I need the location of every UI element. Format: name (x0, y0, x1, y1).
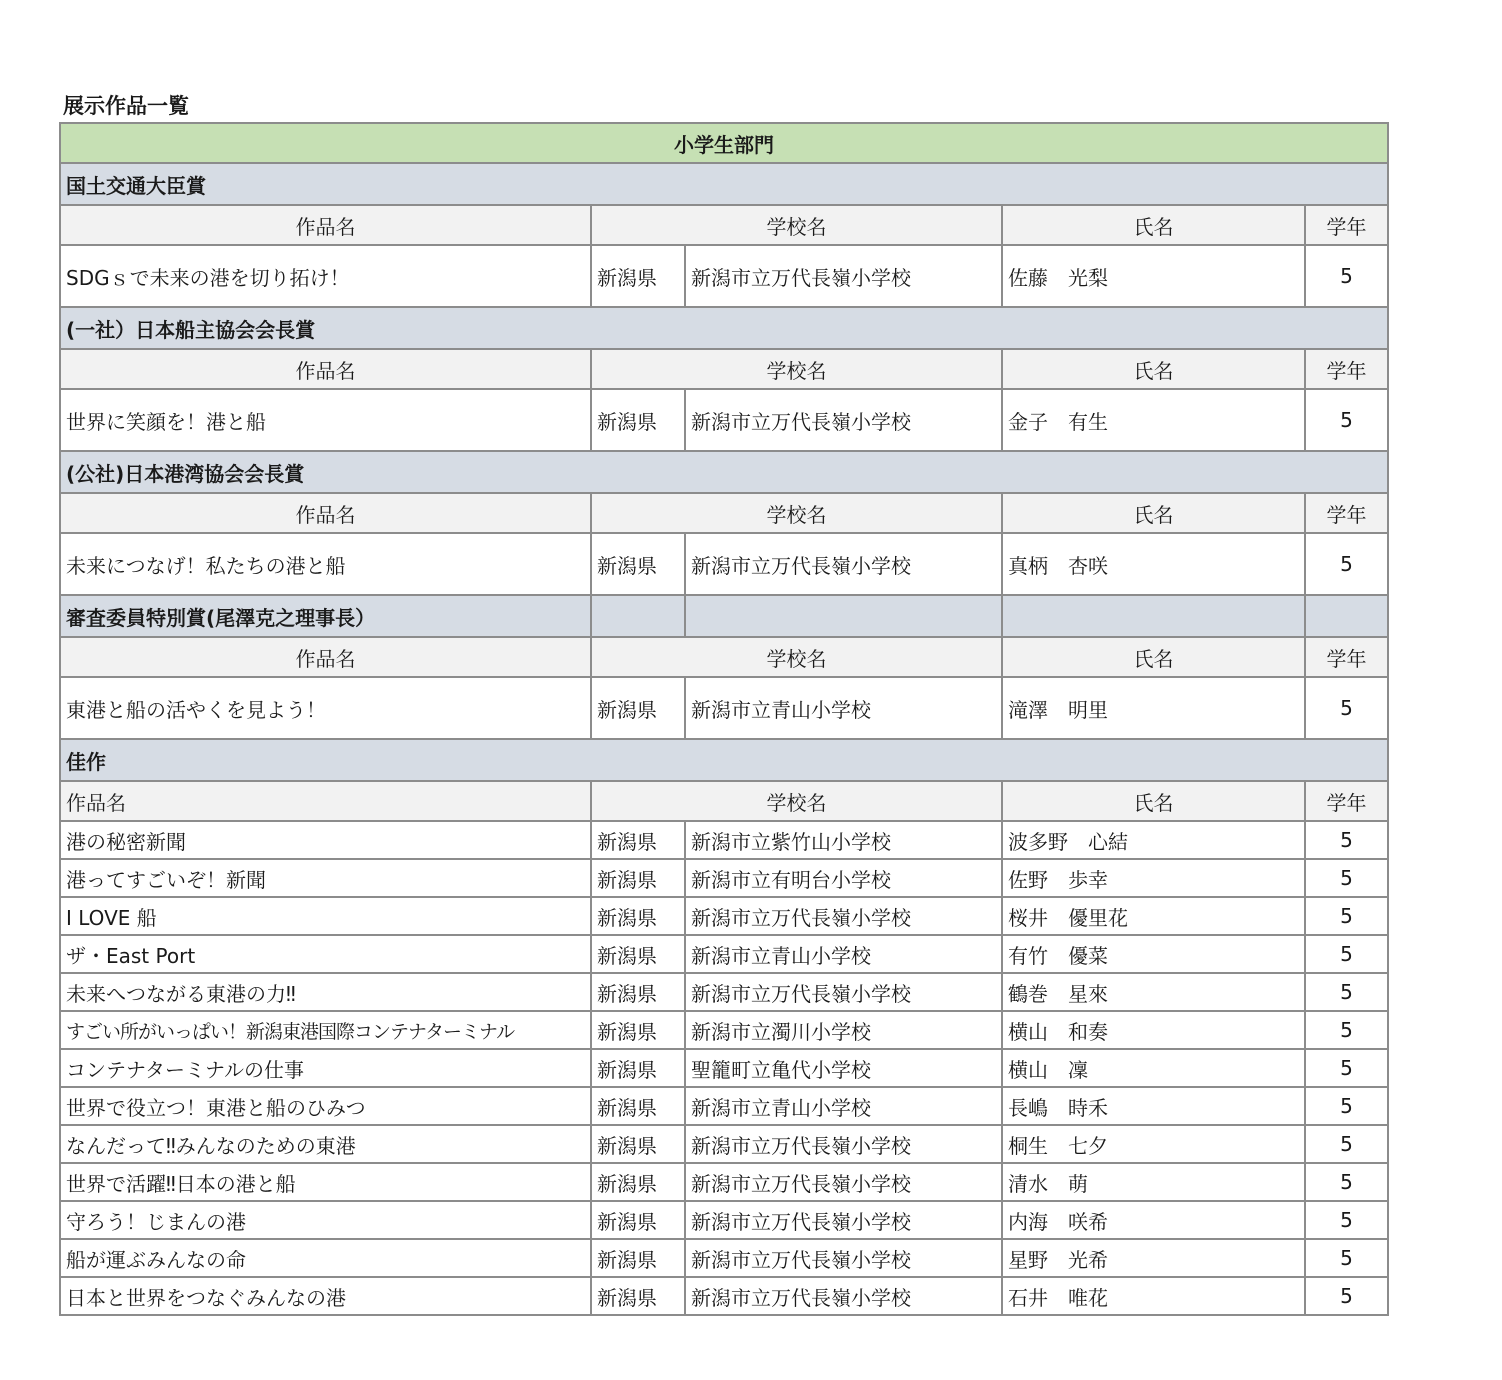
student-name: 鶴巻 星來 (1002, 973, 1305, 1011)
prefecture: 新潟県 (591, 389, 685, 451)
award-row (60, 595, 1388, 637)
header-name: 氏名 (1002, 205, 1305, 245)
table-row (60, 1163, 1388, 1201)
header-school: 学校名 (591, 781, 1002, 821)
empty-cell (1305, 595, 1388, 637)
prefecture: 新潟県 (591, 533, 685, 595)
header-grade: 学年 (1305, 205, 1388, 245)
table-row (60, 1239, 1388, 1277)
work-title: 守ろう！じまんの港 (60, 1201, 591, 1239)
student-name: 石井 唯花 (1002, 1277, 1305, 1315)
grade: 5 (1305, 1087, 1388, 1125)
header-work: 作品名 (60, 637, 591, 677)
award-title: (一社）日本船主協会会長賞 (60, 307, 1388, 349)
school-name: 新潟市立青山小学校 (685, 1087, 1002, 1125)
exhibit-table (59, 122, 1389, 1316)
prefecture: 新潟県 (591, 1277, 685, 1315)
student-name: 横山 凜 (1002, 1049, 1305, 1087)
school-name: 新潟市立万代長嶺小学校 (685, 897, 1002, 935)
school-name: 新潟市立万代長嶺小学校 (685, 245, 1002, 307)
header-grade: 学年 (1305, 493, 1388, 533)
student-name: 桐生 七夕 (1002, 1125, 1305, 1163)
table-row (60, 1011, 1388, 1049)
school-name: 新潟市立万代長嶺小学校 (685, 389, 1002, 451)
work-title: ザ・East Port (60, 935, 591, 973)
work-title: 世界で活躍‼日本の港と船 (60, 1163, 591, 1201)
table-row (60, 1125, 1388, 1163)
student-name: 横山 和奏 (1002, 1011, 1305, 1049)
student-name: 有竹 優菜 (1002, 935, 1305, 973)
work-title: 港の秘密新聞 (60, 821, 591, 859)
grade: 5 (1305, 677, 1388, 739)
grade: 5 (1305, 1201, 1388, 1239)
student-name: 金子 有生 (1002, 389, 1305, 451)
student-name: 内海 咲希 (1002, 1201, 1305, 1239)
table-row (60, 1049, 1388, 1087)
empty-cell (685, 595, 1002, 637)
prefecture: 新潟県 (591, 1201, 685, 1239)
school-name: 新潟市立青山小学校 (685, 677, 1002, 739)
table-row (60, 1201, 1388, 1239)
grade: 5 (1305, 935, 1388, 973)
table-row (60, 1087, 1388, 1125)
school-name: 聖籠町立亀代小学校 (685, 1049, 1002, 1087)
grade: 5 (1305, 389, 1388, 451)
grade: 5 (1305, 1163, 1388, 1201)
school-name: 新潟市立万代長嶺小学校 (685, 1201, 1002, 1239)
division-row (60, 123, 1388, 163)
table-row (60, 1277, 1388, 1315)
work-title: 世界で役立つ！東港と船のひみつ (60, 1087, 591, 1125)
prefecture: 新潟県 (591, 821, 685, 859)
student-name: 桜井 優里花 (1002, 897, 1305, 935)
work-title: 日本と世界をつなぐみんなの港 (60, 1277, 591, 1315)
school-name: 新潟市立万代長嶺小学校 (685, 1163, 1002, 1201)
table-row (60, 973, 1388, 1011)
header-name: 氏名 (1002, 781, 1305, 821)
page-title: 展示作品一覧 (63, 94, 189, 118)
header-work: 作品名 (60, 493, 591, 533)
header-grade: 学年 (1305, 781, 1388, 821)
header-school: 学校名 (591, 493, 1002, 533)
school-name: 新潟市立万代長嶺小学校 (685, 1125, 1002, 1163)
prefecture: 新潟県 (591, 1049, 685, 1087)
grade: 5 (1305, 973, 1388, 1011)
prefecture: 新潟県 (591, 859, 685, 897)
award-title: 佳作 (60, 739, 1388, 781)
table-row (60, 859, 1388, 897)
table-row (60, 677, 1388, 739)
header-name: 氏名 (1002, 493, 1305, 533)
work-title: 未来へつながる東港の力‼ (60, 973, 591, 1011)
award-title: 審査委員特別賞(尾澤克之理事長） (60, 595, 591, 637)
work-title: コンテナターミナルの仕事 (60, 1049, 591, 1087)
grade: 5 (1305, 1239, 1388, 1277)
grade: 5 (1305, 821, 1388, 859)
award-title: (公社)日本港湾協会会長賞 (60, 451, 1388, 493)
work-title: すごい所がいっぱい！新潟東港国際コンテナターミナル (60, 1011, 591, 1049)
header-grade: 学年 (1305, 637, 1388, 677)
prefecture: 新潟県 (591, 245, 685, 307)
column-header-row (60, 637, 1388, 677)
school-name: 新潟市立濁川小学校 (685, 1011, 1002, 1049)
work-title: 世界に笑顔を！港と船 (60, 389, 591, 451)
work-title: 船が運ぶみんなの命 (60, 1239, 591, 1277)
header-school: 学校名 (591, 637, 1002, 677)
prefecture: 新潟県 (591, 1125, 685, 1163)
work-title: SDGｓで未来の港を切り拓け！ (60, 245, 591, 307)
column-header-row (60, 349, 1388, 389)
header-work: 作品名 (60, 781, 591, 821)
prefecture: 新潟県 (591, 677, 685, 739)
table-row (60, 245, 1388, 307)
grade: 5 (1305, 533, 1388, 595)
award-row (60, 739, 1388, 781)
table-row (60, 935, 1388, 973)
school-name: 新潟市立青山小学校 (685, 935, 1002, 973)
work-title: なんだって‼みんなのための東港 (60, 1125, 591, 1163)
grade: 5 (1305, 897, 1388, 935)
prefecture: 新潟県 (591, 1239, 685, 1277)
header-school: 学校名 (591, 349, 1002, 389)
header-work: 作品名 (60, 349, 591, 389)
work-title: 未来につなげ！私たちの港と船 (60, 533, 591, 595)
student-name: 佐藤 光梨 (1002, 245, 1305, 307)
student-name: 真柄 杏咲 (1002, 533, 1305, 595)
award-row (60, 307, 1388, 349)
student-name: 波多野 心結 (1002, 821, 1305, 859)
table-row (60, 533, 1388, 595)
work-title: 港ってすごいぞ！新聞 (60, 859, 591, 897)
header-name: 氏名 (1002, 637, 1305, 677)
school-name: 新潟市立万代長嶺小学校 (685, 1239, 1002, 1277)
school-name: 新潟市立紫竹山小学校 (685, 821, 1002, 859)
prefecture: 新潟県 (591, 897, 685, 935)
table-row (60, 821, 1388, 859)
grade: 5 (1305, 859, 1388, 897)
column-header-row (60, 781, 1388, 821)
award-title: 国土交通大臣賞 (60, 163, 1388, 205)
grade: 5 (1305, 1011, 1388, 1049)
empty-cell (1002, 595, 1305, 637)
student-name: 佐野 歩幸 (1002, 859, 1305, 897)
work-title: 東港と船の活やくを見よう！ (60, 677, 591, 739)
prefecture: 新潟県 (591, 1011, 685, 1049)
empty-cell (591, 595, 685, 637)
award-row (60, 451, 1388, 493)
header-work: 作品名 (60, 205, 591, 245)
prefecture: 新潟県 (591, 973, 685, 1011)
prefecture: 新潟県 (591, 1087, 685, 1125)
award-row (60, 163, 1388, 205)
prefecture: 新潟県 (591, 935, 685, 973)
school-name: 新潟市立万代長嶺小学校 (685, 1277, 1002, 1315)
student-name: 滝澤 明里 (1002, 677, 1305, 739)
grade: 5 (1305, 245, 1388, 307)
school-name: 新潟市立有明台小学校 (685, 859, 1002, 897)
table-row (60, 389, 1388, 451)
header-name: 氏名 (1002, 349, 1305, 389)
work-title: I LOVE 船 (60, 897, 591, 935)
school-name: 新潟市立万代長嶺小学校 (685, 533, 1002, 595)
column-header-row (60, 493, 1388, 533)
division-title: 小学生部門 (60, 123, 1388, 163)
grade: 5 (1305, 1125, 1388, 1163)
header-grade: 学年 (1305, 349, 1388, 389)
student-name: 星野 光希 (1002, 1239, 1305, 1277)
table-row (60, 897, 1388, 935)
grade: 5 (1305, 1049, 1388, 1087)
student-name: 長嶋 時禾 (1002, 1087, 1305, 1125)
header-school: 学校名 (591, 205, 1002, 245)
prefecture: 新潟県 (591, 1163, 685, 1201)
grade: 5 (1305, 1277, 1388, 1315)
school-name: 新潟市立万代長嶺小学校 (685, 973, 1002, 1011)
student-name: 清水 萌 (1002, 1163, 1305, 1201)
column-header-row (60, 205, 1388, 245)
